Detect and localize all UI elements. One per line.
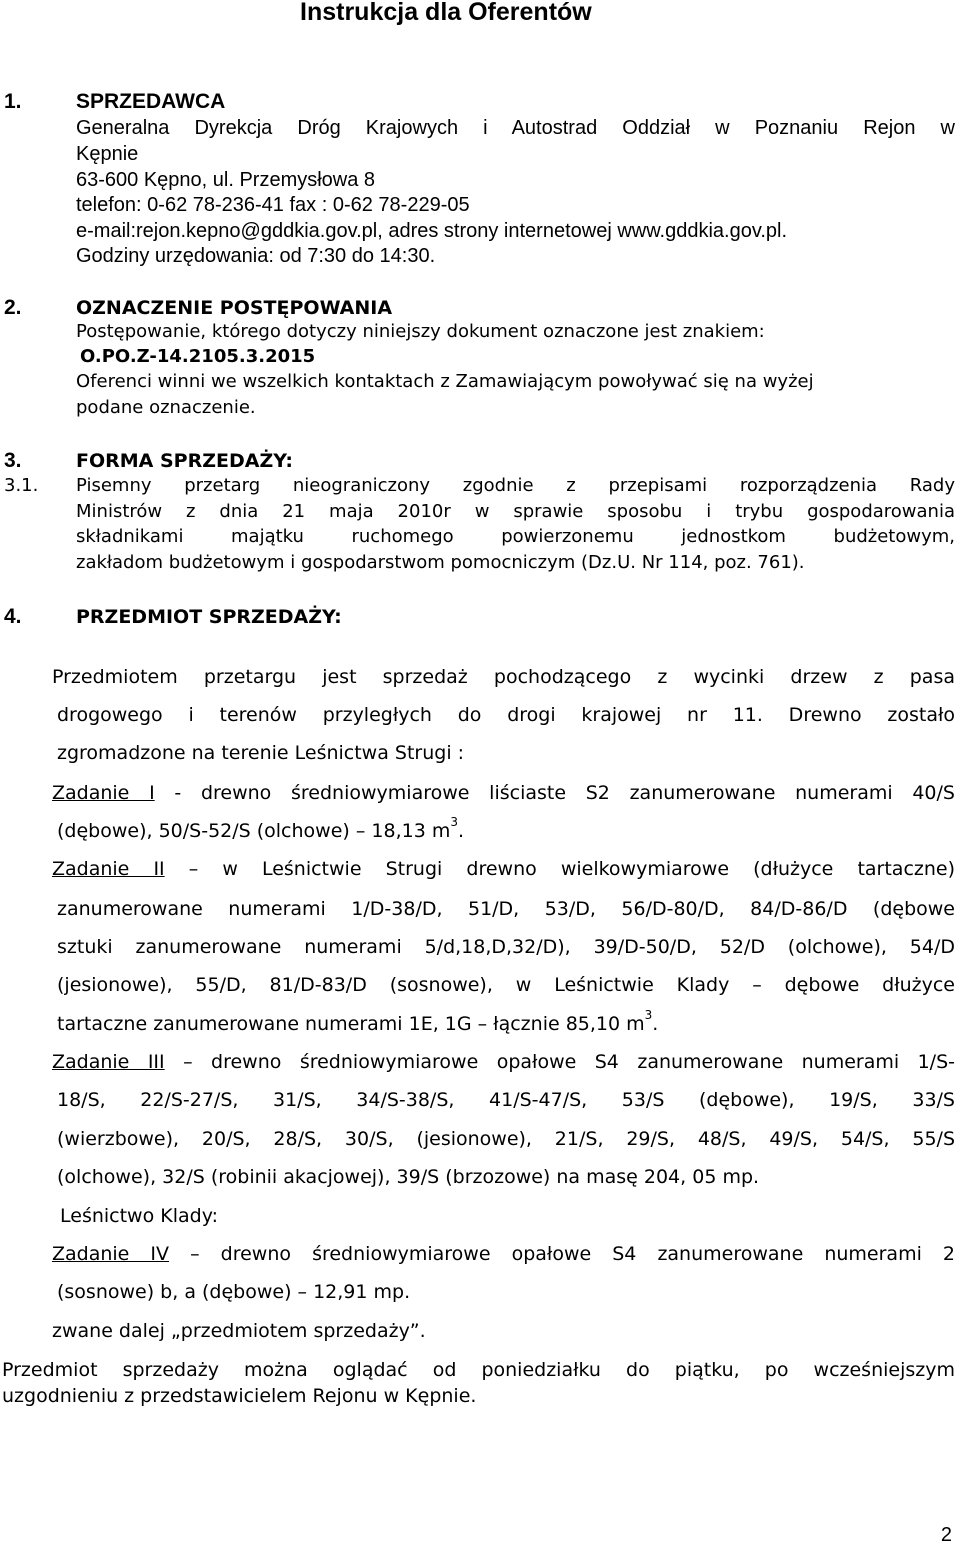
seller-email: e-mail:rejon.kepno@gddkia.gov.pl, adres strony internetowej www.gddkia.gov.pl. — [76, 220, 788, 242]
subject-intro: Przedmiotem przetargu jest sprzedaż pochodzącego z wycinki drzew z pasa — [52, 666, 955, 688]
subject-definition: zwane dalej „przedmiotem sprzedaży”. — [52, 1320, 426, 1342]
procedure-code: O.PO.Z-14.2105.3.2015 — [80, 346, 316, 367]
closing-line: Przedmiot sprzedaży można oglądać od poniedziałku do piątku, po wcześniejszym — [2, 1359, 955, 1381]
section-number: 2. — [4, 296, 22, 319]
section-number: 4. — [4, 605, 22, 628]
task-3-line: (wierzbowe), 20/S, 28/S, 30/S, (jesionowe), 21/S, 29/S, 48/S, 49/S, 54/S, 55/S — [57, 1128, 955, 1150]
task-3-label: Zadanie III — [52, 1051, 165, 1073]
page-number: 2 — [940, 1524, 952, 1546]
task-4-label: Zadanie IV — [52, 1243, 170, 1265]
task-3-line: 18/S, 22/S-27/S, 31/S, 34/S-38/S, 41/S-47/S, 53/S (dębowe), 19/S, 33/S — [57, 1089, 955, 1111]
section-heading: FORMA SPRZEDAŻY: — [76, 450, 293, 472]
section-number: 3. — [4, 449, 22, 472]
task-2-line: (jesionowe), 55/D, 81/D-83/D (sosnowe), w Leśnictwie Klady – dębowe dłużyce — [57, 974, 955, 996]
section-number: 1. — [4, 90, 22, 113]
forestry-klady: Leśnictwo Klady: — [60, 1205, 218, 1227]
subsection-number: 3.1. — [4, 475, 39, 496]
task-3-line: Zadanie III – drewno średniowymiarowe opałowe S4 zanumerowane numerami 1/S- — [52, 1051, 955, 1073]
task-1-label: Zadanie I — [52, 782, 155, 804]
section-heading: SPRZEDAWCA — [76, 90, 226, 113]
task-4-line: (sosnowe) b, a (dębowe) – 12,91 mp. — [57, 1281, 411, 1303]
task-2-label: Zadanie II — [52, 858, 165, 880]
seller-address: 63-600 Kępno, ul. Przemysłowa 8 — [76, 169, 376, 191]
procedure-text: Oferenci winni we wszelkich kontaktach z Zamawiającym powoływać się na wyżej — [76, 371, 814, 392]
closing-line: uzgodnieniu z przedstawicielem Rejonu w Kępnie. — [2, 1385, 477, 1407]
procedure-text: Postępowanie, którego dotyczy niniejszy dokument oznaczone jest znakiem: — [76, 321, 765, 342]
sale-form-text: składnikami majątku ruchomego powierzonemu jednostkom budżetowym, — [76, 526, 955, 547]
section-heading: PRZEDMIOT SPRZEDAŻY: — [76, 606, 342, 628]
section-heading: OZNACZENIE POSTĘPOWANIA — [76, 297, 393, 319]
seller-name-line: Kępnie — [76, 143, 139, 165]
subject-intro: drogowego i terenów przyległych do drogi krajowej nr 11. Drewno zostało — [57, 704, 955, 726]
sale-form-text: Ministrów z dnia 21 maja 2010r w sprawie sposobu i trybu gospodarowania — [76, 501, 955, 522]
task-2-line: sztuki zanumerowane numerami 5/d,18,D,32/D), 39/D-50/D, 52/D (olchowe), 54/D — [57, 936, 955, 958]
sale-form-text: zakładom budżetowym i gospodarstwom pomocniczym (Dz.U. Nr 114, poz. 761). — [76, 552, 805, 573]
task-1-line: Zadanie I - drewno średniowymiarowe liściaste S2 zanumerowane numerami 40/S — [52, 782, 955, 804]
seller-hours: Godziny urzędowania: od 7:30 do 14:30. — [76, 245, 436, 267]
task-2-line: zanumerowane numerami 1/D-38/D, 51/D, 53/D, 56/D-80/D, 84/D-86/D (dębowe — [57, 898, 955, 920]
page-title: Instrukcja dla Oferentów — [300, 0, 592, 26]
seller-phone: telefon: 0-62 78-236-41 fax : 0-62 78-229-05 — [76, 194, 470, 216]
task-4-line: Zadanie IV – drewno średniowymiarowe opałowe S4 zanumerowane numerami 2 — [52, 1243, 956, 1265]
task-3-line: (olchowe), 32/S (robinii akacjowej), 39/S (brzozowe) na masę 204, 05 mp. — [57, 1166, 760, 1188]
sale-form-text: Pisemny przetarg nieograniczony zgodnie z przepisami rozporządzenia Rady — [76, 475, 955, 496]
procedure-text: podane oznaczenie. — [76, 397, 256, 418]
subject-intro: zgromadzone na terenie Leśnictwa Strugi : — [57, 742, 465, 764]
task-2-line: Zadanie II – w Leśnictwie Strugi drewno wielkowymiarowe (dłużyce tartaczne) — [52, 858, 956, 880]
task-2-line: tartaczne zanumerowane numerami 1E, 1G – łącznie 85,10 $m^3$. — [57, 1008, 659, 1035]
task-1-line: (dębowe), 50/S-52/S (olchowe) – 18,13 $m^3$. — [57, 815, 465, 842]
seller-name-line: Generalna Dyrekcja Dróg Krajowych i Autostrad Oddział w Poznaniu Rejon w — [76, 117, 955, 139]
